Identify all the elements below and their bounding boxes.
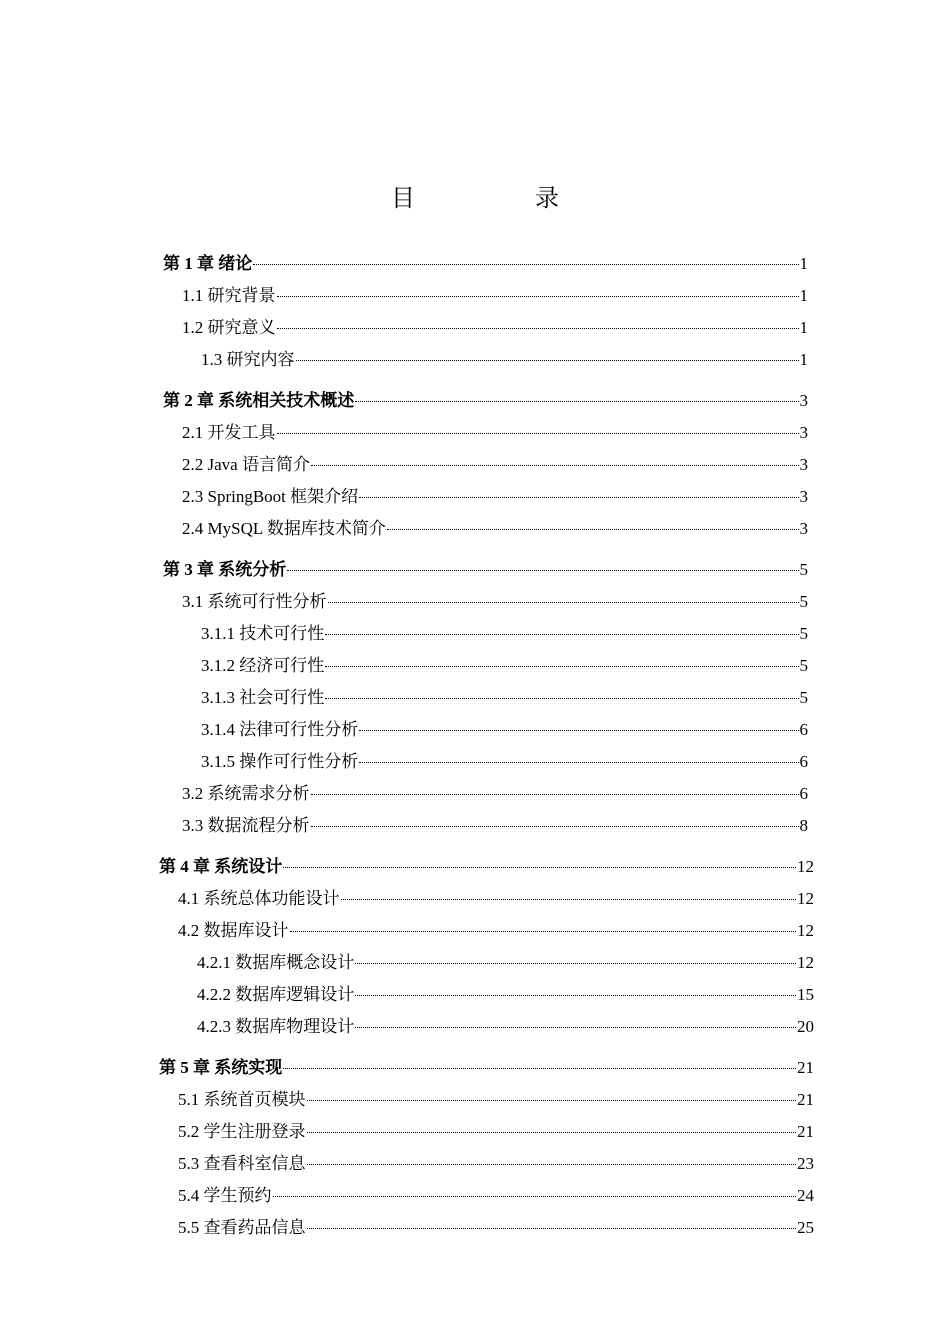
toc-page-number: 24 [797, 1186, 814, 1205]
toc-section-entry[interactable] [197, 948, 814, 973]
toc-page-number: 5 [799, 624, 808, 643]
toc-dot-leader [359, 762, 798, 763]
toc-entry-label: 4.2.2 数据库逻辑设计 [197, 985, 355, 1004]
toc-page-number: 3 [799, 487, 808, 506]
toc-dot-leader [287, 570, 798, 571]
toc-page-number: 1 [799, 350, 808, 369]
toc-page-number: 1 [799, 318, 808, 337]
toc-entry-label: 5.1 系统首页模块 [178, 1090, 306, 1109]
toc-dot-leader [290, 931, 797, 932]
toc-section-entry[interactable] [201, 747, 808, 772]
toc-page-number: 1 [799, 286, 808, 305]
toc-dot-leader [277, 296, 799, 297]
toc-page-number: 20 [797, 1017, 814, 1036]
toc-section-entry[interactable] [178, 1085, 814, 1110]
toc-dot-leader [311, 826, 799, 827]
toc-dot-leader [359, 497, 798, 498]
toc-chapter-entry[interactable] [159, 852, 814, 877]
toc-page-number: 1 [799, 254, 808, 273]
toc-entry-label: 3.3 数据流程分析 [182, 816, 310, 835]
toc-entry-label: 5.4 学生预约 [178, 1186, 272, 1205]
toc-entry-label: 3.1.4 法律可行性分析 [201, 720, 359, 739]
toc-page-number: 5 [799, 592, 808, 611]
toc-entry-label: 2.1 开发工具 [182, 423, 276, 442]
toc-dot-leader [311, 794, 799, 795]
toc-dot-leader [253, 264, 798, 265]
toc-page-number: 3 [799, 455, 808, 474]
toc-page-number: 6 [799, 720, 808, 739]
toc-entry-label: 4.2.1 数据库概念设计 [197, 953, 355, 972]
toc-section-entry[interactable] [182, 514, 808, 539]
toc-chapter-entry[interactable] [163, 249, 808, 274]
toc-section-entry[interactable] [201, 345, 808, 370]
toc-dot-leader [311, 465, 799, 466]
toc-entry-label: 5.2 学生注册登录 [178, 1122, 306, 1141]
toc-dot-leader [325, 666, 798, 667]
toc-entry-label: 第 3 章 系统分析 [163, 560, 287, 579]
toc-page-number: 23 [797, 1154, 814, 1173]
toc-page-number: 6 [799, 752, 808, 771]
toc-dot-leader [273, 1196, 797, 1197]
toc-section-entry[interactable] [201, 651, 808, 676]
toc-page-number: 8 [799, 816, 808, 835]
toc-entry-label: 3.1 系统可行性分析 [182, 592, 327, 611]
toc-dot-leader [355, 995, 796, 996]
toc-entry-label: 1.3 研究内容 [201, 350, 295, 369]
toc-section-entry[interactable] [178, 1117, 814, 1142]
toc-page-number: 25 [797, 1218, 814, 1237]
toc-section-entry[interactable] [182, 587, 808, 612]
toc-dot-leader [325, 634, 798, 635]
toc-entry-label: 3.2 系统需求分析 [182, 784, 310, 803]
toc-section-entry[interactable] [182, 450, 808, 475]
toc-dot-leader [307, 1228, 797, 1229]
toc-entry-label: 5.5 查看药品信息 [178, 1218, 306, 1237]
toc-page-number: 15 [797, 985, 814, 1004]
toc-page-number: 12 [797, 857, 814, 876]
toc-dot-leader [359, 730, 798, 731]
toc-section-entry[interactable] [201, 715, 808, 740]
toc-section-entry[interactable] [182, 811, 808, 836]
toc-section-entry[interactable] [201, 683, 808, 708]
toc-section-entry[interactable] [178, 1181, 814, 1206]
toc-page-number: 3 [799, 519, 808, 538]
toc-entry-label: 3.1.1 技术可行性 [201, 624, 325, 643]
toc-section-entry[interactable] [182, 281, 808, 306]
toc-dot-leader [283, 1068, 796, 1069]
toc-page-number: 21 [797, 1122, 814, 1141]
toc-entry-label: 第 4 章 系统设计 [159, 857, 283, 876]
toc-dot-leader [283, 867, 796, 868]
toc-entry-label: 3.1.3 社会可行性 [201, 688, 325, 707]
toc-dot-leader [325, 698, 798, 699]
toc-dot-leader [328, 602, 799, 603]
toc-dot-leader [307, 1164, 797, 1165]
toc-section-entry[interactable] [178, 916, 814, 941]
toc-dot-leader [355, 963, 796, 964]
toc-page-number: 5 [799, 560, 808, 579]
toc-dot-leader [355, 401, 798, 402]
toc-entry-label: 2.3 SpringBoot 框架介绍 [182, 487, 359, 506]
toc-section-entry[interactable] [178, 1213, 814, 1238]
toc-page-number: 21 [797, 1090, 814, 1109]
toc-title: 目 录 [391, 186, 607, 212]
toc-section-entry[interactable] [182, 779, 808, 804]
toc-entry-label: 第 5 章 系统实现 [159, 1058, 283, 1077]
toc-entry-label: 4.2.3 数据库物理设计 [197, 1017, 355, 1036]
toc-chapter-entry[interactable] [163, 555, 808, 580]
toc-entry-label: 2.2 Java 语言简介 [182, 455, 310, 474]
toc-section-entry[interactable] [197, 980, 814, 1005]
toc-entry-label: 2.4 MySQL 数据库技术简介 [182, 519, 386, 538]
toc-entry-label: 1.2 研究意义 [182, 318, 276, 337]
toc-entry-label: 第 2 章 系统相关技术概述 [163, 391, 355, 410]
toc-page-number: 3 [799, 391, 808, 410]
toc-entry-label: 4.1 系统总体功能设计 [178, 889, 340, 908]
toc-section-entry[interactable] [201, 619, 808, 644]
toc-page-number: 12 [797, 953, 814, 972]
toc-page-number: 12 [797, 921, 814, 940]
toc-section-entry[interactable] [182, 313, 808, 338]
toc-dot-leader [341, 899, 797, 900]
toc-chapter-entry[interactable] [163, 386, 808, 411]
toc-page-number: 5 [799, 688, 808, 707]
toc-dot-leader [277, 328, 799, 329]
toc-entry-label: 4.2 数据库设计 [178, 921, 289, 940]
toc-entry-label: 5.3 查看科室信息 [178, 1154, 306, 1173]
toc-page-number: 6 [799, 784, 808, 803]
toc-page-number: 21 [797, 1058, 814, 1077]
toc-dot-leader [387, 529, 799, 530]
toc-entry-label: 3.1.5 操作可行性分析 [201, 752, 359, 771]
toc-entry-label: 3.1.2 经济可行性 [201, 656, 325, 675]
toc-chapter-entry[interactable] [159, 1053, 814, 1078]
toc-page-number: 3 [799, 423, 808, 442]
toc-entry-label: 1.1 研究背景 [182, 286, 276, 305]
toc-page-number: 12 [797, 889, 814, 908]
toc-dot-leader [296, 360, 799, 361]
toc-section-entry[interactable] [178, 1149, 814, 1174]
toc-page-number: 5 [799, 656, 808, 675]
toc-dot-leader [355, 1027, 796, 1028]
toc-section-entry[interactable] [197, 1012, 814, 1037]
toc-section-entry[interactable] [178, 884, 814, 909]
toc-section-entry[interactable] [182, 482, 808, 507]
toc-dot-leader [307, 1100, 797, 1101]
toc-section-entry[interactable] [182, 418, 808, 443]
toc-entry-label: 第 1 章 绪论 [163, 254, 253, 273]
toc-dot-leader [277, 433, 799, 434]
toc-dot-leader [307, 1132, 797, 1133]
